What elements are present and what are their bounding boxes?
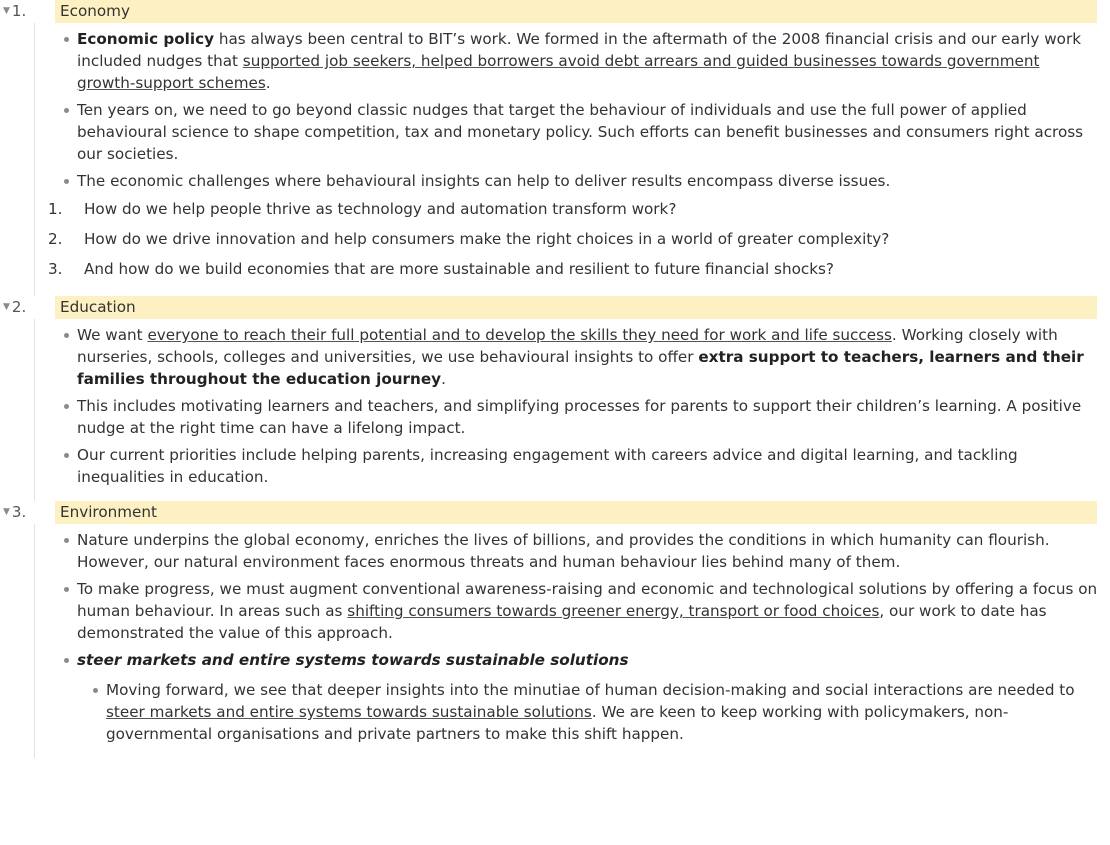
item-text: . Working closely with nurseries, schools, colleges and universities, we use behavioural insights to offer [77, 326, 1058, 366]
item-text: has always been central to BIT’s work. We formed in the aftermath of the 2008 financial crisis and our early work included nudges that [77, 30, 1081, 70]
list-item[interactable] [35, 99, 1110, 165]
item-text: . [441, 370, 446, 388]
item-text: The economic challenges where behavioural insights can help to deliver results encompass diverse issues. [77, 172, 891, 190]
inline-link[interactable]: everyone to reach their full potential and to develop the skills they need for work and life success [147, 326, 892, 344]
triangle-down-icon[interactable]: ▼ [3, 507, 10, 517]
item-text: Nature underpins the global economy, enriches the lives of billions, and provides the conditions in which humanity can flourish. However, our natural environment faces enormous threats and human behaviour lies behind many of them. [77, 531, 1050, 571]
list-item[interactable] [35, 324, 1110, 390]
section-toggle[interactable] [3, 2, 27, 20]
section-header [0, 296, 1110, 319]
item-number: 1. [48, 200, 63, 218]
section-number: 1. [11, 2, 27, 20]
bold-text: Economic policy [77, 30, 214, 48]
section-number: 2. [11, 298, 27, 316]
numbered-item[interactable] [35, 228, 1110, 250]
item-text: And how do we build economies that are more sustainable and resilient to future financial shocks? [84, 260, 834, 278]
section-header [0, 501, 1110, 524]
section-title[interactable]: Environment [55, 501, 1097, 524]
list-item[interactable] [35, 28, 1110, 94]
section-toggle[interactable] [3, 298, 27, 316]
item-text: To make progress, we must augment conventional awareness-raising and economic and technological solutions by offering a focus on human behaviour. In areas such as [77, 580, 1098, 620]
triangle-down-icon[interactable]: ▼ [3, 302, 10, 312]
section-toggle[interactable] [3, 503, 27, 521]
list-item[interactable] [35, 578, 1110, 644]
nested-list-item[interactable] [77, 679, 1098, 745]
triangle-down-icon[interactable]: ▼ [3, 6, 10, 16]
section-body [34, 23, 1110, 296]
item-number: 2. [48, 230, 63, 248]
item-text: This includes motivating learners and teachers, and simplifying processes for parents to support their children’s learning. A positive nudge at the right time can have a lifelong impact. [77, 397, 1082, 437]
section-body [34, 319, 1110, 501]
numbered-list [35, 198, 1110, 280]
section-header [0, 0, 1110, 23]
inline-link[interactable]: steer markets and entire systems towards sustainable solutions [106, 703, 592, 721]
inline-link[interactable]: shifting consumers towards greener energy, transport or food choices [347, 602, 880, 620]
item-text: , our work to date has demonstrated the value of this approach. [77, 602, 1047, 642]
section-title[interactable]: Education [55, 296, 1097, 319]
list-item[interactable] [35, 395, 1110, 439]
section-economy [0, 0, 1110, 296]
numbered-item[interactable] [35, 258, 1110, 280]
item-text: Ten years on, we need to go beyond classic nudges that target the behaviour of individuals and use the full power of applied behavioural science to shape competition, tax and monetary policy. Such efforts can benefit businesses and consumers right across our societies. [77, 101, 1084, 163]
item-text: How do we drive innovation and help consumers make the right choices in a world of greater complexity? [84, 230, 890, 248]
section-body [34, 524, 1110, 758]
list-item[interactable] [35, 444, 1110, 488]
section-title[interactable]: Economy [55, 0, 1097, 23]
section-education [0, 296, 1110, 501]
item-text: . We are keen to keep working with policymakers, non-governmental organisations and private partners to make this shift happen. [106, 703, 1009, 743]
section-environment [0, 501, 1110, 758]
item-number: 3. [48, 260, 63, 278]
item-text: How do we help people thrive as technology and automation transform work? [84, 200, 677, 218]
list-item[interactable] [35, 649, 1110, 745]
numbered-item[interactable] [35, 198, 1110, 220]
bold-text: extra support to teachers, learners and their families throughout the education journey [77, 348, 1084, 388]
section-number: 3. [11, 503, 27, 521]
item-text: . [265, 74, 271, 92]
item-heading: steer markets and entire systems towards sustainable solutions [77, 651, 629, 669]
item-text: Moving forward, we see that deeper insights into the minutiae of human decision-making and social interactions are needed to [106, 681, 1075, 699]
list-item[interactable] [35, 170, 1110, 192]
list-item[interactable] [35, 529, 1110, 573]
item-text: We want [77, 326, 148, 344]
item-text: Our current priorities include helping parents, increasing engagement with careers advice and digital learning, and tackling inequalities in education. [77, 446, 1018, 486]
inline-link[interactable]: supported job seekers, helped borrowers avoid debt arrears and guided businesses towards government growth-support schemes [77, 52, 1040, 92]
